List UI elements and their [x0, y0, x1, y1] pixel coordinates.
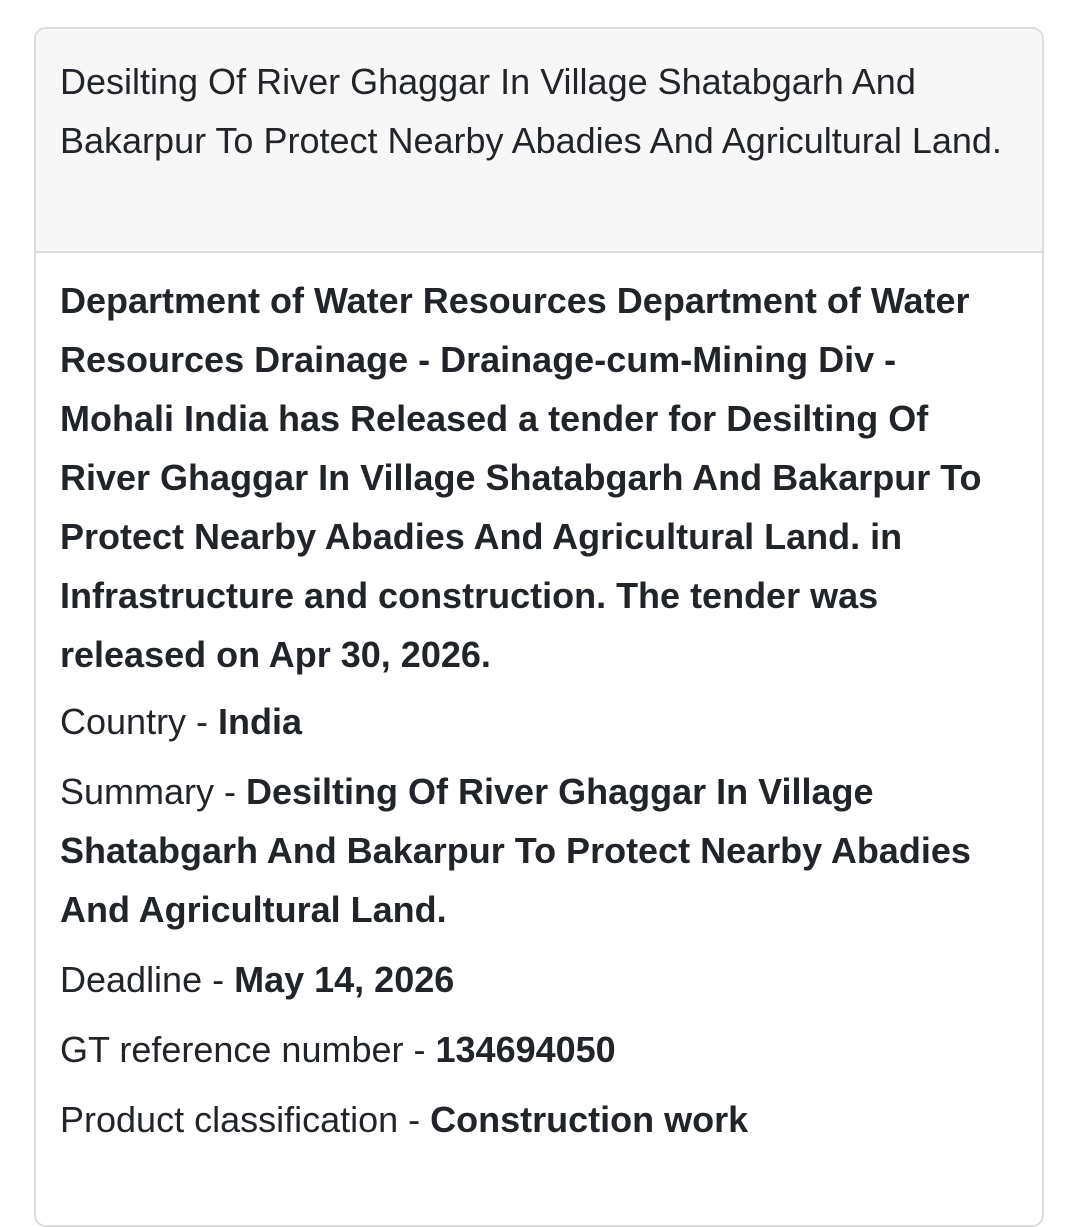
gt-reference-label: GT reference number -: [60, 1029, 436, 1070]
deadline-label: Deadline -: [60, 959, 235, 1000]
tender-description: [60, 271, 1018, 684]
summary-row: [60, 762, 1018, 939]
product-classification-label: Product classification -: [60, 1099, 431, 1140]
tender-title-header: [36, 29, 1042, 253]
deadline-row: [60, 950, 1018, 1009]
gt-reference-row: [60, 1020, 1018, 1079]
product-classification-value: Construction work: [430, 1099, 749, 1140]
tender-title: Desilting Of River Ghaggar In Village Shatabgarh And Bakarpur To Protect Nearby Abadies And Agricultural Land.: [60, 61, 1002, 161]
sector-release-text: in Infrastructure and construction. The tender was released on Apr 30, 2026.: [60, 516, 903, 675]
gt-reference-value: 134694050: [435, 1029, 616, 1070]
issuer-name: Department of Water Resources Department of Water Resources Drainage - Drainage-cum-Mining Div - Mohali India: [60, 280, 970, 439]
released-text: has Released a tender for: [268, 398, 727, 439]
country-label: Country -: [60, 701, 219, 742]
summary-label: Summary -: [60, 771, 247, 812]
summary-value: Desilting Of River Ghaggar In Village Shatabgarh And Bakarpur To Protect Nearby Abadies And Agricultural Land.: [60, 771, 971, 930]
country-row: [60, 692, 1018, 751]
product-classification-row: [60, 1090, 1018, 1149]
deadline-value: May 14, 2026: [234, 959, 455, 1000]
tender-card-body: [36, 253, 1042, 1149]
description-tender-title: Desilting Of River Ghaggar In Village Shatabgarh And Bakarpur To Protect Nearby Abadies And Agricultural Land.: [60, 398, 982, 557]
tender-card: [34, 27, 1044, 1227]
country-value: India: [218, 701, 303, 742]
